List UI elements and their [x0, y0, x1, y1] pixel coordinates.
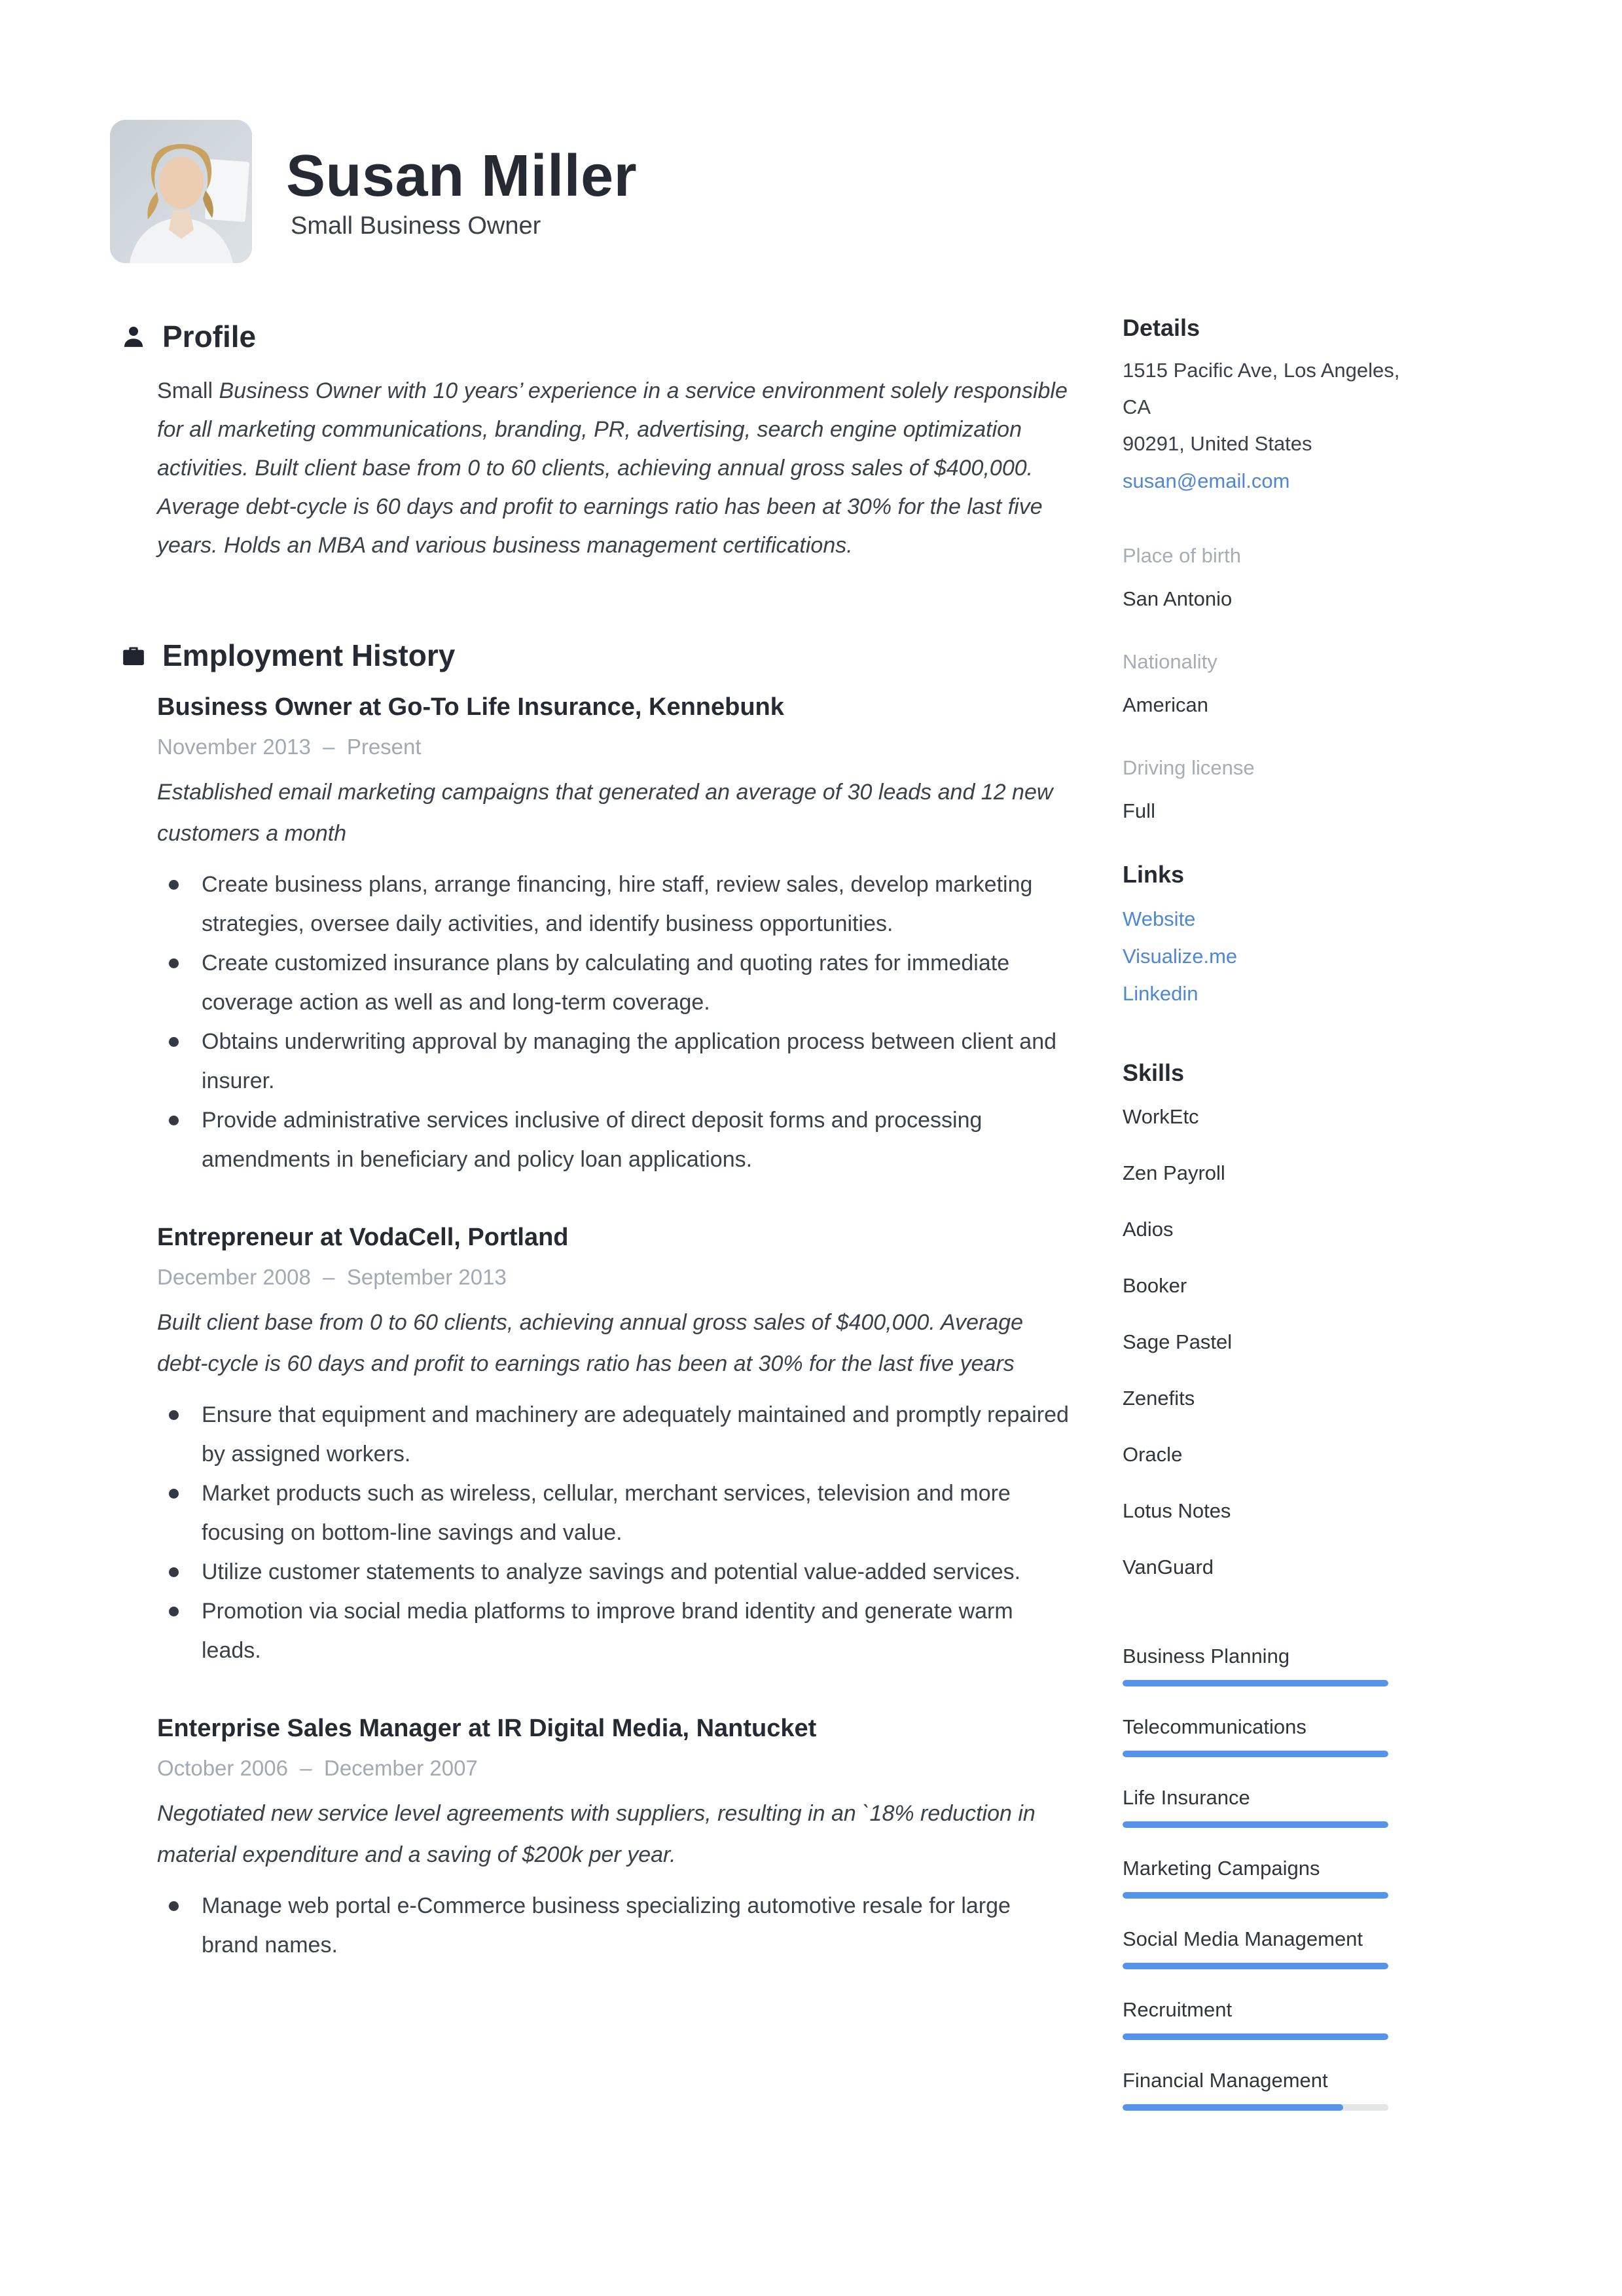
person-icon	[119, 322, 148, 351]
job-bullet: Ensure that equipment and machinery are adequately maintained and promptly repaired by assigned workers.	[157, 1395, 1073, 1474]
skill-item-with-level	[1123, 1713, 1430, 1783]
skill-item-with-level	[1123, 1854, 1430, 1925]
skill-item-with-level	[1123, 1783, 1430, 1854]
job-bullet: Obtains underwriting approval by managing the application process between client and insurer.	[157, 1022, 1073, 1101]
job-bullet: Provide administrative services inclusive of direct deposit forms and processing amendments in beneficiary and policy loan applications.	[157, 1101, 1073, 1179]
skill-item: Zen Payroll	[1123, 1161, 1225, 1184]
job-dates: October 2006 – December 2007	[157, 1756, 478, 1780]
job-bullet: Promotion via social media platforms to improve brand identity and generate warm leads.	[157, 1592, 1073, 1670]
detail-fields	[1123, 543, 1430, 824]
skills-heading: Skills	[1123, 1059, 1185, 1086]
employment-section-heading	[119, 637, 1073, 674]
external-link[interactable]: Website	[1123, 907, 1196, 930]
job-title: Enterprise Sales Manager at IR Digital Media, Nantucket	[157, 1715, 817, 1742]
job-title: Entrepreneur at VodaCell, Portland	[157, 1224, 569, 1251]
job-bullet: Create customized insurance plans by calculating and quoting rates for immediate coverage action as well as and long-term coverage.	[157, 943, 1073, 1022]
skill-level-bar	[1123, 1680, 1388, 1686]
skill-item: WorkEtc	[1123, 1105, 1199, 1128]
links-heading: Links	[1123, 861, 1185, 888]
profile-heading-label: Profile	[162, 319, 257, 354]
job-bullet-list	[157, 865, 1073, 1179]
skill-item: Booker	[1123, 1274, 1187, 1297]
employment-heading-label: Employment History	[162, 638, 456, 672]
address-line-1: 1515 Pacific Ave, Los Angeles, CA	[1123, 359, 1400, 418]
links-list	[1123, 900, 1430, 1012]
skill-name: Telecommunications	[1123, 1715, 1307, 1738]
skill-level-bar	[1123, 1892, 1388, 1899]
skill-level-bar	[1123, 1751, 1388, 1757]
job-intro: Negotiated new service level agreements with suppliers, resulting in an `18% reduction in material expenditure and a saving of $200k per year.	[157, 1801, 1036, 1867]
skill-name: Marketing Campaigns	[1123, 1857, 1320, 1880]
skill-name: Financial Management	[1123, 2069, 1328, 2092]
profile-summary	[157, 372, 1073, 565]
detail-field-label: Nationality	[1123, 650, 1217, 673]
job-bullet: Utilize customer statements to analyze savings and potential value-added services.	[157, 1552, 1073, 1592]
detail-field-label: Place of birth	[1123, 544, 1241, 567]
address-line-2: 90291, United States	[1123, 432, 1312, 455]
job-bullet-list	[157, 1886, 1073, 1965]
briefcase-icon	[119, 641, 148, 670]
profile-section-heading	[119, 318, 1073, 355]
skill-item-with-level	[1123, 1925, 1430, 1995]
skill-name: Life Insurance	[1123, 1786, 1250, 1809]
sidebar	[1123, 314, 1430, 2137]
skill-level-bar	[1123, 2104, 1343, 2111]
external-link[interactable]: Linkedin	[1123, 982, 1198, 1005]
job-bullet: Manage web portal e-Commerce business specializing automotive resale for large brand names.	[157, 1886, 1073, 1965]
skill-level-track	[1123, 2104, 1388, 2111]
skill-level-bar	[1123, 1821, 1388, 1828]
skill-level-track	[1123, 2033, 1388, 2040]
profile-summary-lead: Small	[157, 378, 219, 403]
skill-item: VanGuard	[1123, 1556, 1214, 1578]
candidate-title: Small Business Owner	[291, 212, 541, 240]
job-title: Business Owner at Go-To Life Insurance, Kennebunk	[157, 693, 784, 721]
detail-field-value: Full	[1123, 799, 1155, 822]
details-heading: Details	[1123, 314, 1200, 341]
job-entry-3	[157, 1712, 1073, 1965]
job-dates: December 2008 – September 2013	[157, 1265, 507, 1289]
job-bullet: Create business plans, arrange financing, hire staff, review sales, develop marketing strategies, oversee daily activities, and identify business opportunities.	[157, 865, 1073, 943]
skill-name: Business Planning	[1123, 1645, 1290, 1667]
job-entry-2	[157, 1221, 1073, 1670]
skill-name: Social Media Management	[1123, 1927, 1363, 1950]
main-column	[119, 318, 1073, 1965]
detail-field	[1123, 755, 1430, 824]
skill-level-bar	[1123, 1963, 1388, 1969]
skill-item-with-level	[1123, 1995, 1430, 2066]
skills-bar-list	[1123, 1642, 1430, 2137]
detail-field	[1123, 543, 1430, 612]
avatar-photo-icon	[110, 255, 252, 263]
detail-field-value: San Antonio	[1123, 587, 1233, 610]
skill-item-with-level	[1123, 2066, 1430, 2137]
skill-item: Sage Pastel	[1123, 1330, 1233, 1353]
skill-level-track	[1123, 1892, 1388, 1899]
address	[1123, 352, 1430, 500]
skill-item-with-level	[1123, 1642, 1430, 1713]
profile-summary-text: Business Owner with 10 years’ experience in a service environment solely responsible for all marketing communications, branding, PR, advertising, search engine optimization activities. Built client base from 0 to 60 clients, achieving annual gross sales of $400,000. Average debt-cycle is 60 days and profit to earnings ratio has been at 30% for the last five years. Holds an MBA and various business management certifications.	[157, 378, 1068, 558]
job-entry-1	[157, 691, 1073, 1179]
skill-level-track	[1123, 1680, 1388, 1686]
email-link[interactable]: susan@email.com	[1123, 469, 1290, 492]
job-dates: November 2013 – Present	[157, 735, 422, 759]
skill-level-track	[1123, 1963, 1388, 1969]
candidate-name: Susan Miller	[286, 143, 638, 209]
external-link[interactable]: Visualize.me	[1123, 945, 1238, 968]
skills-plain-list	[1123, 1102, 1430, 1609]
job-bullet-list	[157, 1395, 1073, 1670]
skill-item: Zenefits	[1123, 1387, 1195, 1410]
job-bullet: Market products such as wireless, cellular, merchant services, television and more focusing on bottom-line savings and value.	[157, 1474, 1073, 1552]
skill-item: Oracle	[1123, 1443, 1183, 1466]
skill-item: Adios	[1123, 1218, 1174, 1241]
detail-field-value: American	[1123, 693, 1208, 716]
job-intro: Built client base from 0 to 60 clients, achieving annual gross sales of $400,000. Average debt-cycle is 60 days and profit to earnings ratio has been at 30% for the last five years	[157, 1310, 1024, 1376]
job-intro: Established email marketing campaigns that generated an average of 30 leads and 12 new customers a month	[157, 780, 1053, 846]
profile-photo	[110, 120, 252, 263]
skill-level-track	[1123, 1821, 1388, 1828]
skill-level-bar	[1123, 2033, 1388, 2040]
detail-field	[1123, 649, 1430, 718]
skill-item: Lotus Notes	[1123, 1499, 1231, 1522]
skill-level-track	[1123, 1751, 1388, 1757]
skill-name: Recruitment	[1123, 1998, 1233, 2021]
detail-field-label: Driving license	[1123, 756, 1255, 779]
